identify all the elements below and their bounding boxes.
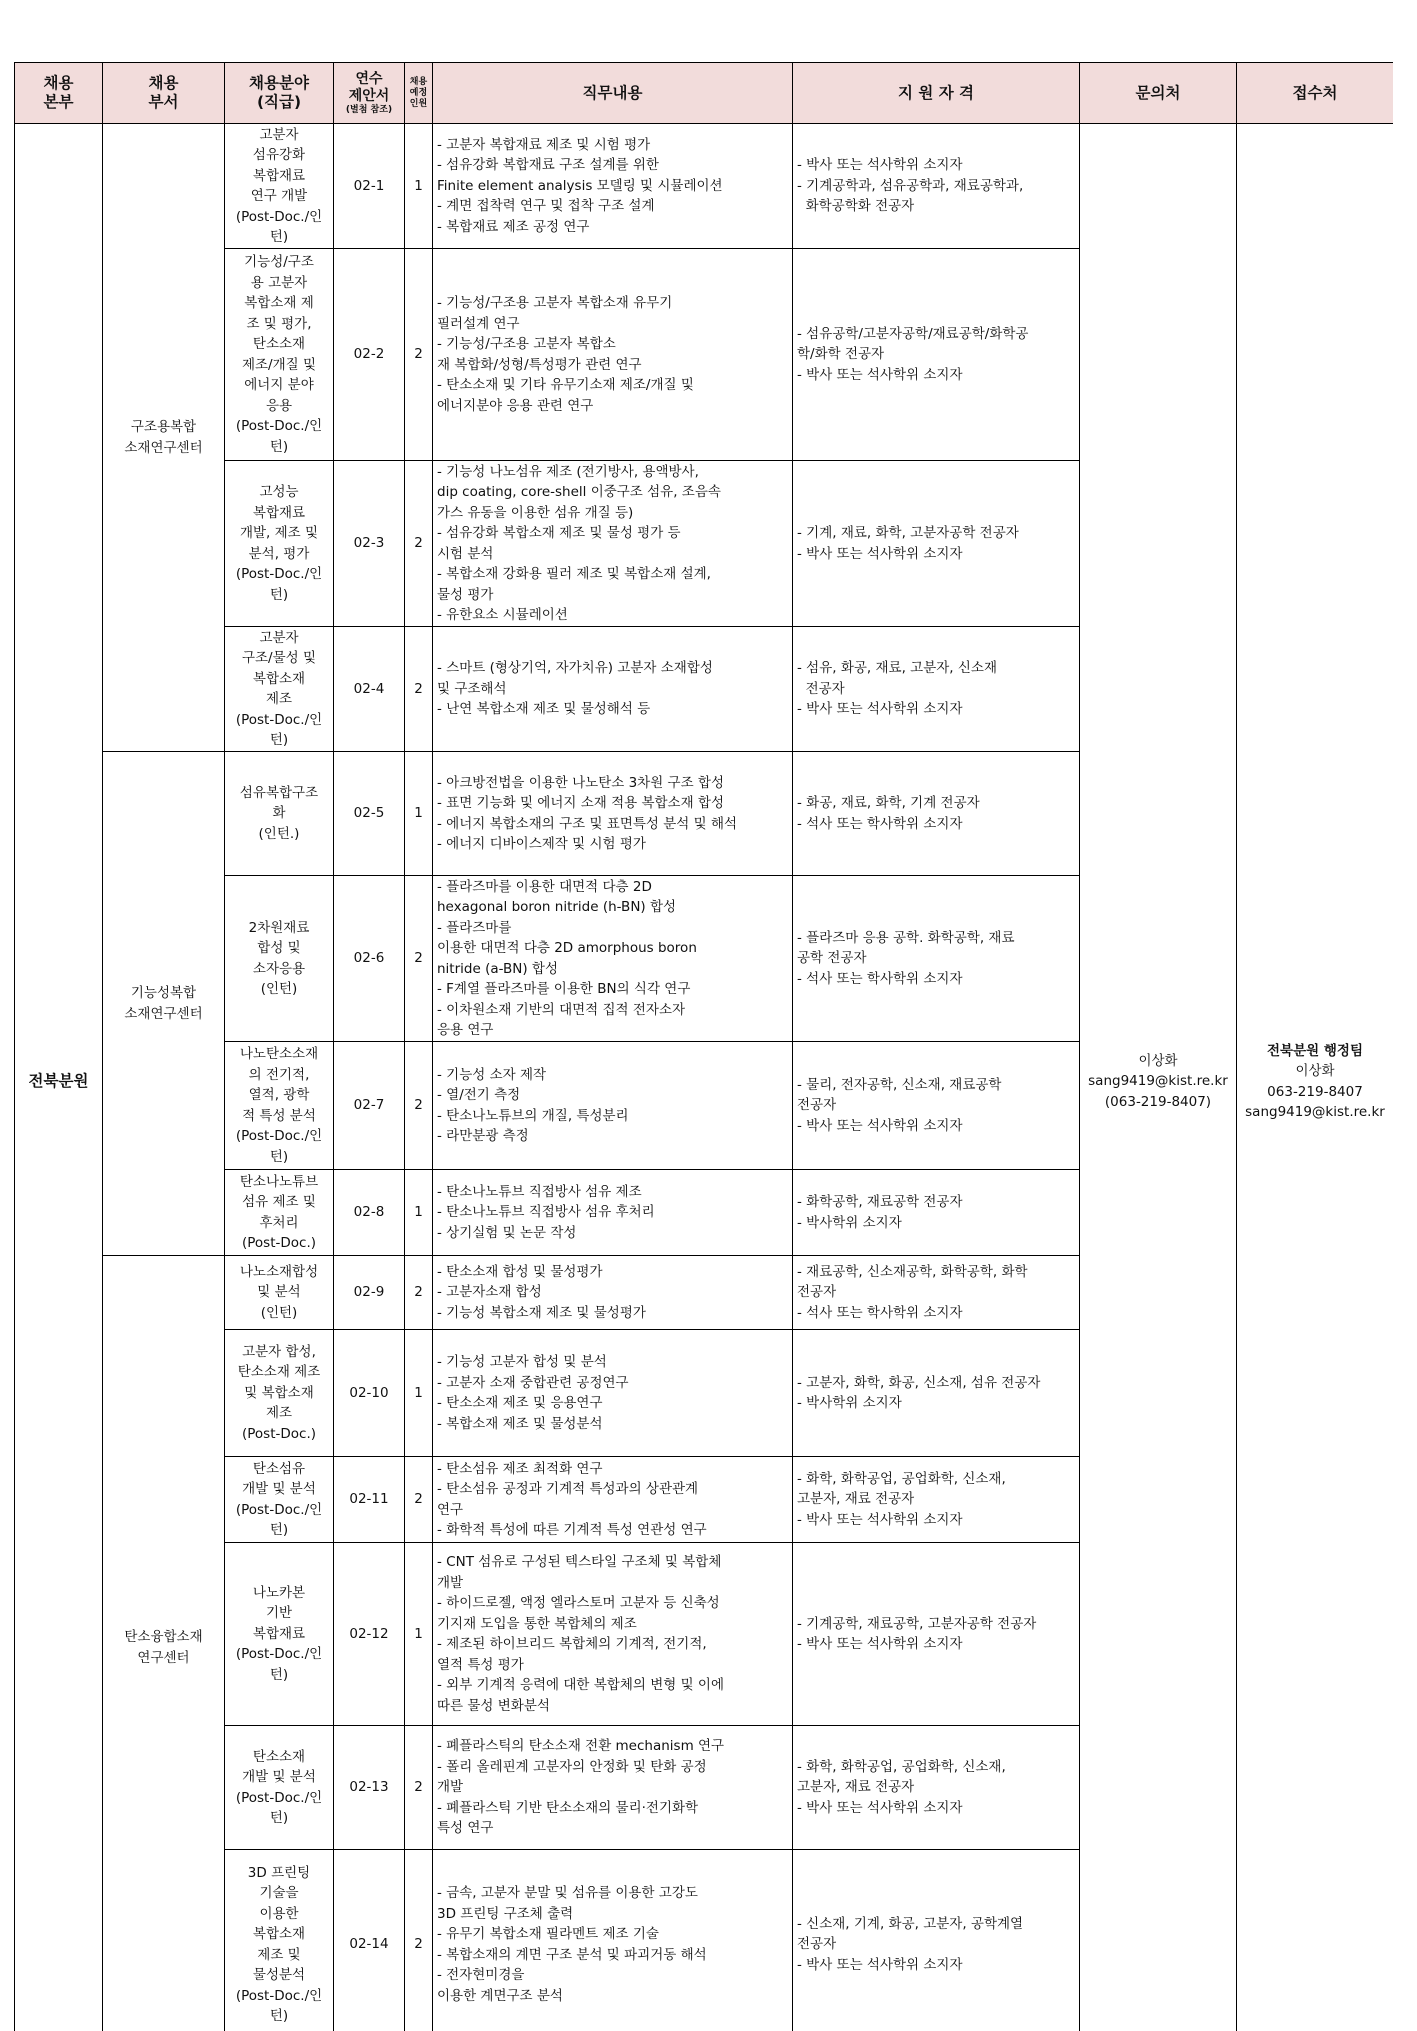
headcount: 2 xyxy=(405,1256,433,1330)
duty-cell xyxy=(433,1726,793,1850)
qualification-line: - 섬유공학/고분자공학/재료공학/화학공 xyxy=(797,325,1029,342)
qualification-line: - 박사 또는 석사학위 소지자 xyxy=(797,157,963,174)
field-cell xyxy=(225,461,334,627)
recruitment-table-sheet xyxy=(14,62,1393,2031)
header-count-line: 인원 xyxy=(409,98,428,109)
department-name-line: 소재연구센터 xyxy=(124,439,203,456)
duty-line: - 전자현미경을 xyxy=(437,1967,525,1983)
field-line: 나노카본 xyxy=(252,1584,306,1601)
field-cell xyxy=(225,249,334,461)
duty-line: - 유무기 복합소재 필라멘트 제조 기술 xyxy=(437,1926,659,1942)
duty-line: - 폐플라스틱 기반 탄소소재의 물리·전기화학 xyxy=(437,1799,699,1816)
field-line: 고분자 xyxy=(259,126,299,143)
field-line: 제조 xyxy=(265,691,293,707)
field-line: (인턴) xyxy=(260,981,298,997)
header-hq-line: 본부 xyxy=(43,93,74,111)
qualification-cell xyxy=(793,461,1080,627)
duty-line: 열적 특성 평가 xyxy=(437,1656,524,1673)
field-line: (Post-Doc./인 xyxy=(235,1128,323,1144)
duty-line: - 탄소나노튜브의 개질, 특성분리 xyxy=(437,1107,629,1124)
proposal-code: 02-5 xyxy=(334,752,405,876)
field-line: 조 및 평가, xyxy=(246,315,312,332)
duty-line: - 탄소소재 및 기타 유무기소재 제조/개질 및 xyxy=(437,377,694,393)
field-cell xyxy=(225,1726,334,1850)
field-cell xyxy=(225,1170,334,1256)
proposal-code: 02-14 xyxy=(334,1850,405,2031)
field-line: 고분자 xyxy=(259,629,299,646)
field-cell xyxy=(225,627,334,752)
field-line: 복합재료 xyxy=(252,504,306,521)
header-hq-line: 채용 xyxy=(43,74,74,92)
duty-line: - 탄소나노튜브 직접방사 섬유 후처리 xyxy=(437,1204,655,1221)
header-proposal xyxy=(334,63,405,124)
qualification-cell xyxy=(793,1726,1080,1850)
duty-line: - 고분자 소재 중합관련 공정연구 xyxy=(437,1374,629,1391)
field-line: 화 xyxy=(272,805,286,822)
duty-line: 가스 유동을 이용한 섬유 개질 등) xyxy=(437,504,634,521)
qualification-line: 전공자 xyxy=(797,1284,837,1301)
header-hq xyxy=(15,63,103,124)
duty-line: nitride (a-BN) 합성 xyxy=(437,960,558,977)
qualification-cell xyxy=(793,124,1080,249)
duty-line: - 기능성 나노섬유 제조 (전기방사, 용액방사, xyxy=(437,463,699,480)
duty-cell xyxy=(433,1457,793,1543)
header-qual: 지 원 자 격 xyxy=(793,63,1080,124)
qualification-line: - 박사 또는 석사학위 소지자 xyxy=(797,1956,963,1973)
field-line: 나노탄소소재 xyxy=(239,1046,319,1062)
qualification-cell xyxy=(793,249,1080,461)
reception-cell xyxy=(1237,124,1394,2031)
qualification-cell xyxy=(793,1543,1080,1726)
field-line: (Post-Doc./인 xyxy=(235,208,323,225)
contact-line: 이상화 xyxy=(1138,1052,1178,1069)
field-line: 고분자 합성, xyxy=(242,1343,316,1360)
field-line: 턴) xyxy=(269,2008,289,2024)
qualification-line: - 박사 또는 석사학위 소지자 xyxy=(797,1117,963,1134)
duty-line: Finite element analysis 모델링 및 시뮬레이션 xyxy=(437,177,723,194)
headcount: 2 xyxy=(405,1850,433,2031)
reception-line: sang9419@kist.re.kr xyxy=(1245,1104,1385,1120)
duty-line: - 플라즈마를 이용한 대면적 다층 2D xyxy=(437,878,652,895)
qualification-line: - 신소재, 기계, 화공, 고분자, 공학계열 xyxy=(797,1915,1024,1932)
duty-line: - 제조된 하이브리드 복합체의 기계적, 전기적, xyxy=(437,1636,707,1652)
duty-cell xyxy=(433,124,793,249)
duty-line: 개발 xyxy=(437,1574,464,1591)
field-line: (Post-Doc./인 xyxy=(235,1987,323,2004)
duty-line: - 열/전기 측정 xyxy=(437,1087,521,1103)
duty-cell xyxy=(433,1543,793,1726)
duty-line: - 플라즈마를 xyxy=(437,919,512,936)
headcount: 2 xyxy=(405,627,433,752)
field-line: 2차원재료 xyxy=(248,919,310,936)
department-name-line: 기능성복합 xyxy=(130,985,197,1001)
duty-line: 기지재 도입을 통한 복합체의 제조 xyxy=(437,1615,637,1632)
field-line: 탄소소재 제조 xyxy=(237,1364,321,1381)
headcount: 2 xyxy=(405,876,433,1042)
qualification-line: - 박사 또는 석사학위 소지자 xyxy=(797,1511,963,1528)
headcount: 1 xyxy=(405,752,433,876)
duty-cell xyxy=(433,1330,793,1457)
headcount: 2 xyxy=(405,1042,433,1170)
headcount: 2 xyxy=(405,461,433,627)
proposal-code: 02-10 xyxy=(334,1330,405,1457)
field-line: 분석, 평가 xyxy=(248,545,310,562)
qualification-line: - 화학, 화학공업, 공업화학, 신소재, xyxy=(797,1470,1006,1487)
proposal-code: 02-3 xyxy=(334,461,405,627)
field-line: 및 복합소재 xyxy=(244,1384,314,1401)
duty-line: - 복합소재 제조 및 물성분석 xyxy=(437,1415,603,1432)
duty-line: 에너지분야 응용 관련 연구 xyxy=(437,397,594,414)
duty-line: - 이차원소재 기반의 대면적 집적 전자소자 xyxy=(437,1001,686,1018)
field-line: (Post-Doc./인 xyxy=(235,1789,323,1806)
headcount: 2 xyxy=(405,249,433,461)
duty-line: - 탄소섬유 공정과 기계적 특성과의 상관관계 xyxy=(437,1481,699,1497)
field-line: 섬유 제조 및 xyxy=(242,1194,316,1210)
qualification-line: - 재료공학, 신소재공학, 화학공학, 화학 xyxy=(797,1263,1028,1280)
field-line: 물성분석 xyxy=(252,1967,306,1983)
field-line: 개발, 제조 및 xyxy=(239,525,319,541)
qualification-line: 전공자 xyxy=(797,680,845,697)
qualification-line: - 섬유, 화공, 재료, 고분자, 신소재 xyxy=(797,660,997,677)
qualification-line: - 기계, 재료, 화학, 고분자공학 전공자 xyxy=(797,525,1019,541)
header-row xyxy=(15,63,1394,124)
field-line: (Post-Doc./인 xyxy=(235,711,323,728)
qualification-line: - 플라즈마 응용 공학. 화학공학, 재료 xyxy=(797,929,1015,946)
duty-line: - 아크방전법을 이용한 나노탄소 3차원 구조 합성 xyxy=(437,774,724,791)
reception-line: 이상화 xyxy=(1295,1063,1335,1079)
qualification-line: - 물리, 전자공학, 신소재, 재료공학 xyxy=(797,1076,1002,1093)
header-count-line: 예정 xyxy=(409,87,428,98)
duty-line: 따른 물성 변화분석 xyxy=(437,1697,550,1714)
field-line: 탄소소재 xyxy=(252,1748,306,1765)
proposal-code: 02-2 xyxy=(334,249,405,461)
field-line: 제조/개질 및 xyxy=(241,356,317,373)
duty-line: - 화학적 특성에 따른 기계적 특성 연관성 연구 xyxy=(437,1522,707,1538)
duty-line: - 섬유강화 복합소재 제조 및 물성 평가 등 xyxy=(437,525,681,541)
qualification-line: - 화학공학, 재료공학 전공자 xyxy=(797,1194,963,1210)
field-line: (Post-Doc./인 xyxy=(235,418,323,434)
duty-cell xyxy=(433,1256,793,1330)
qualification-line: - 기계공학과, 섬유공학과, 재료공학과, xyxy=(797,177,1024,194)
field-line: 제조 및 xyxy=(257,1946,301,1963)
field-cell xyxy=(225,1457,334,1543)
duty-line: 연구 xyxy=(437,1501,464,1518)
duty-line: - 고분자 복합재료 제조 및 시험 평가 xyxy=(437,136,651,153)
field-cell xyxy=(225,1042,334,1170)
duty-line: 응용 연구 xyxy=(437,1022,494,1038)
field-line: 복합재료 xyxy=(252,1625,306,1642)
duty-line: - 고분자소재 합성 xyxy=(437,1284,542,1301)
field-line: 섬유복합구조 xyxy=(239,784,319,801)
field-line: 의 전기적, xyxy=(248,1066,310,1083)
headcount: 1 xyxy=(405,124,433,249)
qualification-line: - 박사 또는 석사학위 소지자 xyxy=(797,366,963,383)
header-field-line: (직급) xyxy=(256,93,302,111)
duty-line: - 기능성 복합소재 제조 및 물성평가 xyxy=(437,1304,646,1321)
duty-cell xyxy=(433,461,793,627)
qualification-line: - 석사 또는 학사학위 소지자 xyxy=(797,1304,963,1321)
qualification-line: 공학 전공자 xyxy=(797,950,867,967)
qualification-line: - 화공, 재료, 화학, 기계 전공자 xyxy=(797,795,980,811)
field-line: 기능성/구조 xyxy=(244,254,314,270)
field-line: 복합소재 xyxy=(252,1926,306,1942)
qualification-line: 전공자 xyxy=(797,1097,837,1114)
duty-line: 개발 xyxy=(437,1779,464,1796)
duty-line: 3D 프린팅 구조체 출력 xyxy=(437,1905,574,1922)
duty-cell xyxy=(433,1170,793,1256)
field-line: 응용 xyxy=(265,397,293,414)
field-line: 턴) xyxy=(269,1522,289,1538)
header-proposal-note: (별첨 참조) xyxy=(345,104,393,115)
field-line: (Post-Doc./인 xyxy=(235,1501,323,1518)
header-field xyxy=(225,63,334,124)
duty-line: - 폐플라스틱의 탄소소재 전환 mechanism 연구 xyxy=(437,1738,725,1755)
duty-line: - 복합소재의 계면 구조 분석 및 파괴거동 해석 xyxy=(437,1946,707,1963)
duty-line: - 라만분광 측정 xyxy=(437,1128,529,1144)
field-line: 및 분석 xyxy=(257,1284,301,1301)
headcount: 2 xyxy=(405,1726,433,1850)
department-name-line: 구조용복합 xyxy=(130,419,197,435)
proposal-code: 02-13 xyxy=(334,1726,405,1850)
qualification-line: 전공자 xyxy=(797,1936,837,1953)
field-cell xyxy=(225,1330,334,1457)
qualification-cell xyxy=(793,1850,1080,2031)
qualification-cell xyxy=(793,752,1080,876)
field-line: 열적, 광학 xyxy=(248,1087,310,1103)
qualification-cell xyxy=(793,1170,1080,1256)
qualification-line: 고분자, 재료 전공자 xyxy=(797,1779,915,1796)
proposal-code: 02-9 xyxy=(334,1256,405,1330)
qualification-cell xyxy=(793,627,1080,752)
field-line: 나노소재합성 xyxy=(239,1263,319,1280)
field-line: 턴) xyxy=(269,229,289,245)
duty-line: - 기능성/구조용 고분자 복합소재 유무기 xyxy=(437,295,673,311)
duty-cell xyxy=(433,249,793,461)
contact-line: (063-219-8407) xyxy=(1104,1093,1212,1110)
duty-line: - F계열 플라즈마를 이용한 BN의 식각 연구 xyxy=(437,981,691,997)
field-cell xyxy=(225,752,334,876)
reception-team: 전북분원 행정팀 xyxy=(1267,1042,1363,1059)
field-line: 복합소재 xyxy=(252,670,306,687)
recruitment-table xyxy=(14,62,1393,2031)
field-line: 합성 및 xyxy=(257,940,301,956)
field-cell xyxy=(225,124,334,249)
qualification-line: - 화학, 화학공업, 공업화학, 신소재, xyxy=(797,1758,1006,1775)
qualification-cell xyxy=(793,1256,1080,1330)
duty-line: - 폴리 올레핀계 고분자의 안정화 및 탄화 공정 xyxy=(437,1758,707,1775)
field-line: 복합소재 제 xyxy=(244,295,314,311)
header-proposal-line: 연수 xyxy=(355,70,383,87)
duty-line: dip coating, core-shell 이중구조 섬유, 조음속 xyxy=(437,484,721,500)
duty-line: - 탄소섬유 제조 최적화 연구 xyxy=(437,1460,603,1477)
field-line: 탄소나노튜브 xyxy=(239,1173,319,1190)
duty-line: - 하이드로젤, 액정 엘라스토머 고분자 등 신축성 xyxy=(437,1595,720,1611)
field-line: 고성능 xyxy=(259,484,299,500)
field-line: (Post-Doc.) xyxy=(241,1235,317,1251)
header-duty: 직무내용 xyxy=(433,63,793,124)
duty-line: - 기능성 소자 제작 xyxy=(437,1066,547,1083)
field-line: (Post-Doc./인 xyxy=(235,566,323,582)
qualification-line: - 박사 또는 석사학위 소지자 xyxy=(797,545,963,562)
duty-line: 재 복합화/성형/특성평가 관련 연구 xyxy=(437,356,642,373)
duty-line: 필러설계 연구 xyxy=(437,315,520,332)
field-line: 턴) xyxy=(269,586,289,603)
duty-line: - 에너지 복합소재의 구조 및 표면특성 분석 및 해석 xyxy=(437,815,738,832)
field-line: 구조/물성 및 xyxy=(241,650,317,666)
field-cell xyxy=(225,1543,334,1726)
hq-cell: 전북분원 xyxy=(15,124,103,2031)
field-line: 턴) xyxy=(269,1810,289,1826)
duty-line: - 복합재료 제조 공정 연구 xyxy=(437,218,590,235)
duty-cell xyxy=(433,627,793,752)
duty-line: - CNT 섬유로 구성된 텍스타일 구조체 및 복합체 xyxy=(437,1554,722,1570)
field-cell xyxy=(225,876,334,1042)
headcount: 2 xyxy=(405,1457,433,1543)
proposal-code: 02-8 xyxy=(334,1170,405,1256)
field-line: 기술을 xyxy=(259,1885,299,1901)
duty-line: - 상기실험 및 논문 작성 xyxy=(437,1224,577,1241)
contact-cell xyxy=(1080,124,1237,2031)
qualification-line: - 박사 또는 석사학위 소지자 xyxy=(797,701,963,718)
proposal-code: 02-7 xyxy=(334,1042,405,1170)
qualification-cell xyxy=(793,1042,1080,1170)
duty-line: 물성 평가 xyxy=(437,586,494,603)
duty-cell xyxy=(433,1850,793,2031)
department-cell xyxy=(103,124,225,752)
field-line: (Post-Doc.) xyxy=(241,1425,317,1442)
duty-line: hexagonal boron nitride (h-BN) 합성 xyxy=(437,899,677,915)
headcount: 1 xyxy=(405,1330,433,1457)
field-line: 소자응용 xyxy=(252,960,306,977)
duty-line: - 외부 기계적 응력에 대한 복합체의 변형 및 이에 xyxy=(437,1677,724,1693)
proposal-code: 02-6 xyxy=(334,876,405,1042)
table-body xyxy=(15,124,1394,2031)
headcount: 1 xyxy=(405,1170,433,1256)
department-name-line: 탄소융합소재 xyxy=(124,1629,203,1645)
field-line: 탄소소재 xyxy=(252,336,306,352)
qualification-line: - 박사학위 소지자 xyxy=(797,1395,902,1411)
qualification-cell xyxy=(793,876,1080,1042)
qualification-line: - 석사 또는 학사학위 소지자 xyxy=(797,970,963,987)
field-line: 턴) xyxy=(269,732,289,748)
department-name-line: 연구센터 xyxy=(137,1649,190,1666)
field-line: 이용한 xyxy=(259,1905,299,1922)
field-line: (인턴) xyxy=(260,1304,298,1321)
headcount: 1 xyxy=(405,1543,433,1726)
duty-line: - 기능성/구조용 고분자 복합소 xyxy=(437,336,616,352)
field-line: 탄소섬유 xyxy=(252,1460,306,1477)
duty-line: - 탄소소재 합성 및 물성평가 xyxy=(437,1263,603,1280)
duty-line: - 탄소나노튜브 직접방사 섬유 제조 xyxy=(437,1183,642,1200)
field-line: (인턴.) xyxy=(258,825,300,842)
field-line: 3D 프린팅 xyxy=(247,1864,311,1881)
duty-line: - 섬유강화 복합재료 구조 설계를 위한 xyxy=(437,157,659,174)
duty-cell xyxy=(433,752,793,876)
field-line: 기반 xyxy=(265,1605,293,1622)
qualification-line: - 석사 또는 학사학위 소지자 xyxy=(797,815,963,832)
department-name-line: 소재연구센터 xyxy=(124,1005,203,1022)
field-line: 섬유강화 xyxy=(252,147,306,163)
header-count-line: 채용 xyxy=(409,76,428,87)
qualification-line: - 박사 또는 석사학위 소지자 xyxy=(797,1636,963,1652)
proposal-code: 02-12 xyxy=(334,1543,405,1726)
header-field-line: 채용분야 xyxy=(249,74,309,92)
field-line: 제조 xyxy=(265,1405,293,1422)
table-row xyxy=(15,124,1394,249)
field-line: 복합재료 xyxy=(252,167,306,184)
field-line: 후처리 xyxy=(259,1214,299,1231)
duty-line: 시험 분석 xyxy=(437,545,494,562)
field-line: 개발 및 분석 xyxy=(242,1769,316,1785)
duty-line: - 복합소재 강화용 필러 제조 및 복합소재 설계, xyxy=(437,566,711,582)
duty-line: 특성 연구 xyxy=(437,1820,494,1837)
duty-cell xyxy=(433,876,793,1042)
proposal-code: 02-11 xyxy=(334,1457,405,1543)
header-dept-line: 부서 xyxy=(148,93,179,111)
field-cell xyxy=(225,1256,334,1330)
field-line: 적 특성 분석 xyxy=(242,1107,316,1124)
duty-line: 이용한 대면적 다층 2D amorphous boron xyxy=(437,940,697,956)
header-dept-line: 채용 xyxy=(148,74,179,92)
duty-line: 이용한 계면구조 분석 xyxy=(437,1987,563,2004)
qualification-line: - 박사 또는 석사학위 소지자 xyxy=(797,1799,963,1816)
field-line: 턴) xyxy=(269,1666,289,1683)
duty-line: - 탄소소재 제조 및 응용연구 xyxy=(437,1395,603,1411)
duty-line: - 표면 기능화 및 에너지 소재 적용 복합소재 합성 xyxy=(437,795,724,811)
duty-line: - 유한요소 시뮬레이션 xyxy=(437,607,568,623)
qualification-cell xyxy=(793,1457,1080,1543)
qualification-line: - 고분자, 화학, 화공, 신소재, 섬유 전공자 xyxy=(797,1374,1041,1391)
duty-line: - 난연 복합소재 제조 및 물성해석 등 xyxy=(437,701,651,718)
header-contact: 문의처 xyxy=(1080,63,1237,124)
qualification-cell xyxy=(793,1330,1080,1457)
qualification-line: 학/화학 전공자 xyxy=(797,346,885,363)
field-cell xyxy=(225,1850,334,2031)
header-count xyxy=(405,63,433,124)
duty-line: - 계면 접착력 연구 및 접착 구조 설계 xyxy=(437,198,655,215)
duty-line: - 기능성 고분자 합성 및 분석 xyxy=(437,1354,607,1370)
field-line: 에너지 분야 xyxy=(244,377,314,393)
header-proposal-line: 제안서 xyxy=(348,87,390,104)
field-line: 턴) xyxy=(269,1148,289,1165)
contact-line: sang9419@kist.re.kr xyxy=(1088,1073,1228,1090)
qualification-line: 화학공학화 전공자 xyxy=(797,198,915,215)
duty-line: 및 구조해석 xyxy=(437,680,507,697)
duty-line: - 에너지 디바이스제작 및 시험 평가 xyxy=(437,836,646,852)
duty-cell xyxy=(433,1042,793,1170)
qualification-line: - 기계공학, 재료공학, 고분자공학 전공자 xyxy=(797,1615,1037,1632)
department-cell xyxy=(103,1256,225,2031)
field-line: (Post-Doc./인 xyxy=(235,1646,323,1663)
qualification-line: - 박사학위 소지자 xyxy=(797,1214,902,1231)
department-cell xyxy=(103,752,225,1256)
field-line: 개발 및 분석 xyxy=(242,1481,316,1497)
proposal-code: 02-4 xyxy=(334,627,405,752)
field-line: 연구 개발 xyxy=(250,188,308,204)
proposal-code: 02-1 xyxy=(334,124,405,249)
header-reception: 접수처 xyxy=(1237,63,1394,124)
header-dept xyxy=(103,63,225,124)
qualification-line: 고분자, 재료 전공자 xyxy=(797,1491,915,1508)
reception-line: 063-219-8407 xyxy=(1267,1083,1363,1100)
field-line: 턴) xyxy=(269,438,289,455)
duty-line: - 스마트 (형상기억, 자가치유) 고분자 소재합성 xyxy=(437,660,713,677)
duty-line: - 금속, 고분자 분말 및 섬유를 이용한 고강도 xyxy=(437,1885,698,1901)
field-line: 용 고분자 xyxy=(250,274,308,291)
